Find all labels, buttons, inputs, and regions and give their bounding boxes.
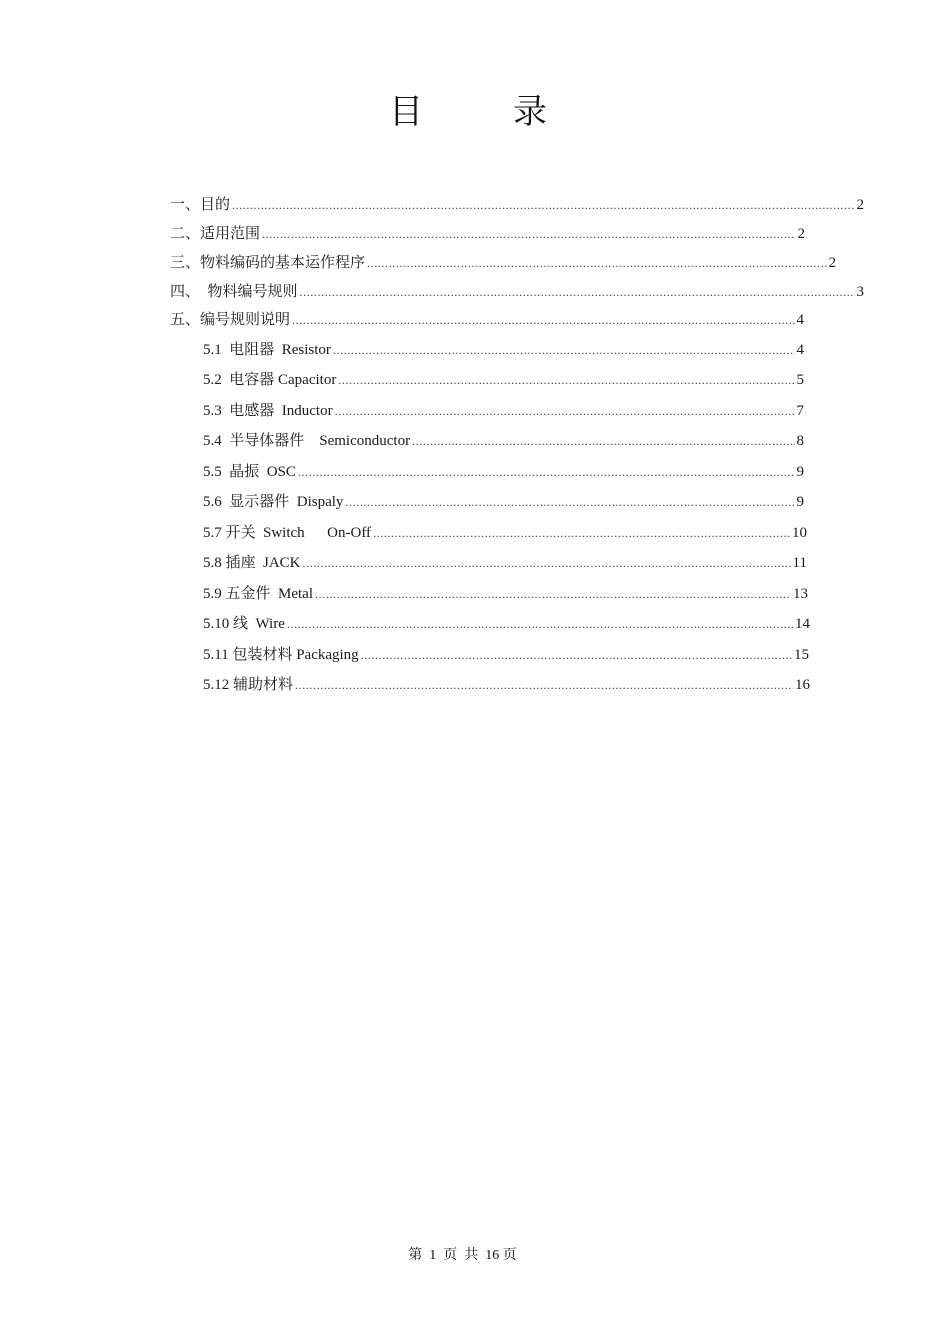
toc-entry-page: 2 [856, 197, 864, 213]
toc-entry-label: 三、物料编码的基本运作程序 [170, 255, 366, 271]
toc-dot-leader [412, 431, 794, 451]
toc-entry-label: 5.11 包装材料 Packaging [203, 647, 359, 663]
toc-entry-label: 5.3 电感器 Inductor [203, 403, 333, 419]
toc-dot-leader [338, 370, 794, 390]
toc-entry-label: 四、 物料编号规则 [170, 284, 298, 300]
toc-dot-leader [373, 523, 790, 543]
toc-entry[interactable] [170, 195, 864, 215]
toc-entry-page: 15 [794, 647, 809, 663]
toc-subentry[interactable] [203, 614, 810, 634]
toc-subentry[interactable] [203, 584, 808, 604]
toc-entry-page: 11 [792, 555, 807, 571]
page-footer: 第 1 页 共 16 页 [408, 1248, 517, 1263]
toc-entry-page: 10 [792, 525, 807, 541]
toc-entry-label: 5.9 五金件 Metal [203, 586, 313, 602]
toc-dot-leader [367, 253, 826, 273]
toc-subentry[interactable] [203, 340, 804, 360]
toc-dot-leader [232, 195, 854, 215]
toc-dot-leader [295, 675, 793, 695]
toc-entry-page: 4 [796, 312, 804, 328]
toc-entry[interactable] [170, 253, 836, 273]
toc-dot-leader [287, 614, 793, 634]
toc-entry-label: 5.5 晶振 OSC [203, 464, 296, 480]
toc-entry[interactable] [170, 224, 805, 244]
toc-subentry[interactable] [203, 370, 804, 390]
toc-dot-leader [262, 224, 795, 244]
toc-subentry[interactable] [203, 492, 804, 512]
toc-entry-label: 5.8 插座 JACK [203, 555, 301, 571]
toc-dot-leader [303, 553, 791, 573]
page-title: 目 录 [389, 94, 575, 131]
toc-entry-label: 5.7 开关 Switch On-Off [203, 525, 372, 541]
toc-entry[interactable] [170, 310, 804, 330]
toc-dot-leader [300, 282, 855, 302]
toc-entry-label: 5.6 显示器件 Dispaly [203, 494, 344, 510]
toc-subentry[interactable] [203, 553, 807, 573]
toc-entry-page: 9 [796, 494, 804, 510]
toc-dot-leader [292, 310, 794, 330]
toc-entry-page: 14 [795, 616, 810, 632]
toc-entry-label: 5.2 电容器 Capacitor [203, 372, 337, 388]
toc-entry-page: 3 [856, 284, 864, 300]
toc-subentry[interactable] [203, 523, 807, 543]
toc-entry-page: 8 [796, 433, 804, 449]
toc-dot-leader [333, 340, 795, 360]
toc-subentry[interactable] [203, 462, 804, 482]
toc-entry-label: 二、适用范围 [170, 226, 261, 242]
toc-entry[interactable] [170, 282, 864, 302]
toc-entry-page: 13 [793, 586, 808, 602]
toc-entry-page: 9 [796, 464, 804, 480]
toc-entry-page: 5 [796, 372, 804, 388]
toc-dot-leader [335, 401, 795, 421]
toc-subentry[interactable] [203, 431, 804, 451]
toc-entry-label: 五、编号规则说明 [170, 312, 291, 328]
toc-entry-page: 2 [797, 226, 805, 242]
toc-entry-label: 5.4 半导体器件 Semiconductor [203, 433, 411, 449]
toc-entry-page: 4 [796, 342, 804, 358]
toc-entry-label: 5.1 电阻器 Resistor [203, 342, 331, 358]
toc-entry-page: 7 [796, 403, 804, 419]
toc-entry-page: 2 [828, 255, 836, 271]
toc-subentry[interactable] [203, 645, 809, 665]
toc-dot-leader [298, 462, 795, 482]
toc-dot-leader [361, 645, 792, 665]
toc-dot-leader [345, 492, 794, 512]
toc-entry-label: 一、目的 [170, 197, 231, 213]
toc-entry-label: 5.12 辅助材料 [203, 677, 294, 693]
toc-subentry[interactable] [203, 675, 810, 695]
toc-entry-page: 16 [795, 677, 810, 693]
toc-entry-label: 5.10 线 Wire [203, 616, 285, 632]
toc-subentry[interactable] [203, 401, 804, 421]
toc-dot-leader [315, 584, 791, 604]
